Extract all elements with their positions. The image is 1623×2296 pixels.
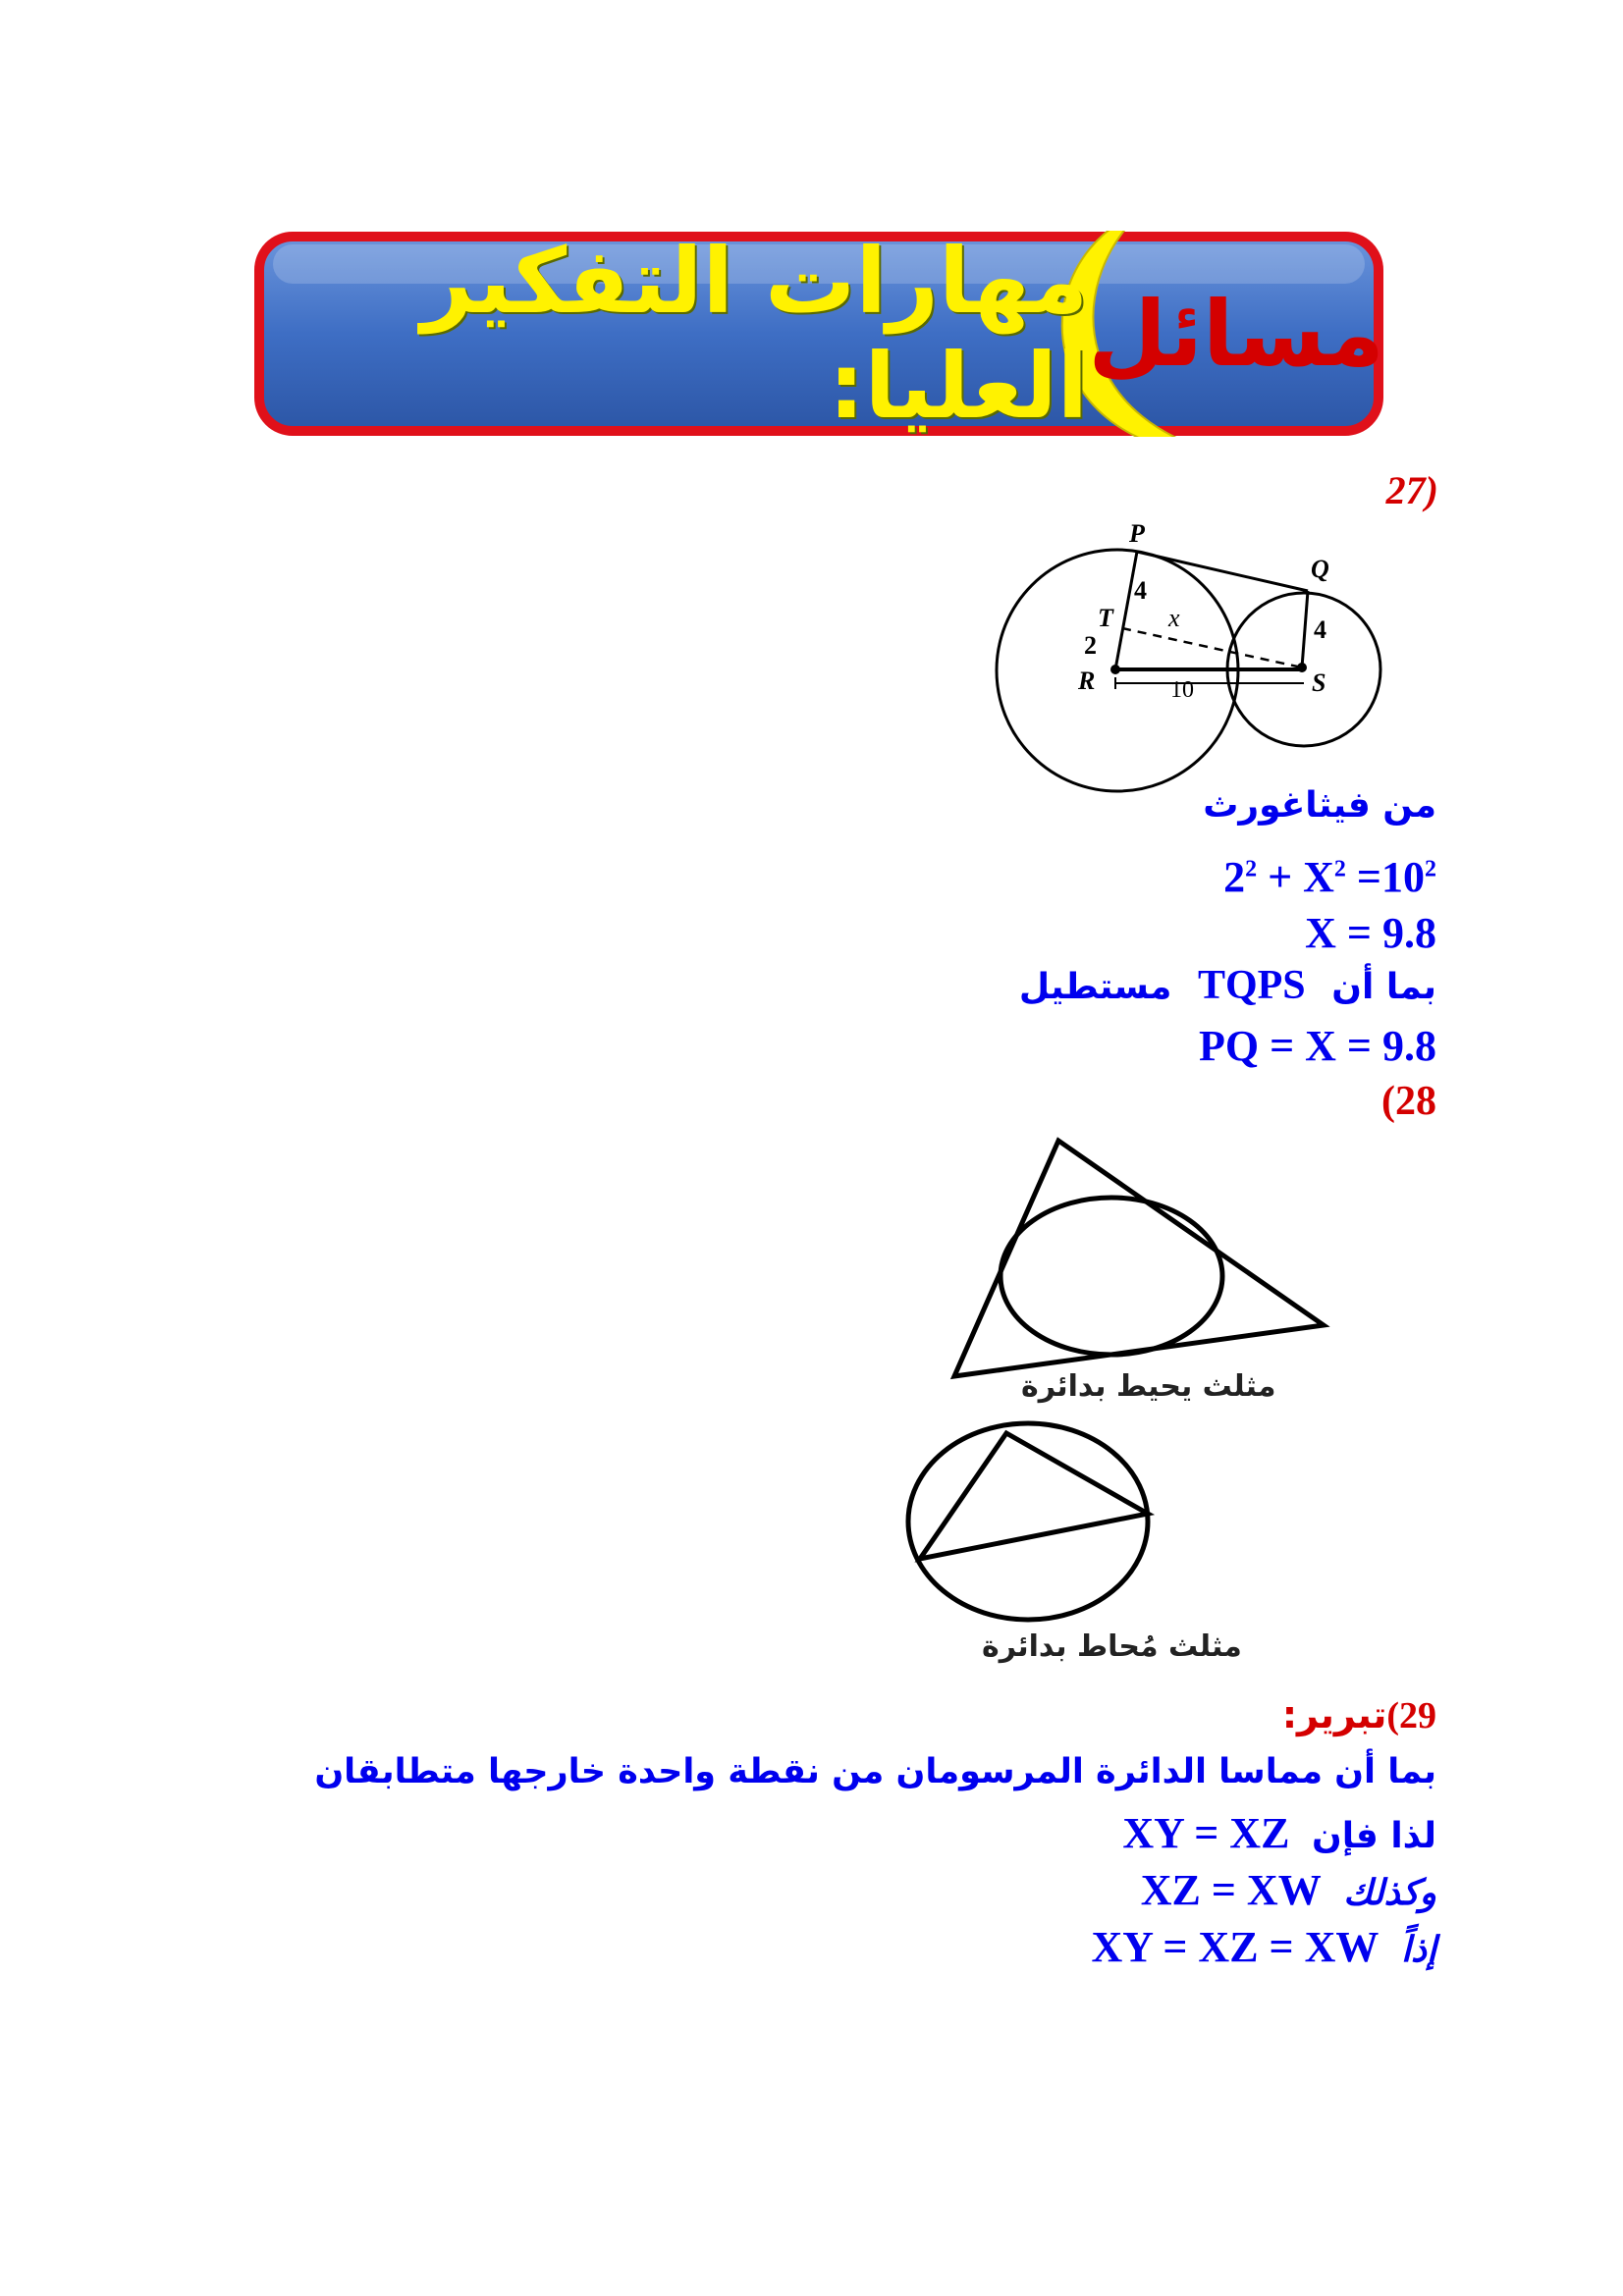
q27-figure — [982, 510, 1404, 795]
q28-number: (28 — [1381, 1079, 1436, 1124]
q28-caption2: مثلث مُحاط بدائرة — [982, 1629, 1242, 1664]
label-ten: 10 — [1170, 677, 1194, 703]
label-p: P — [1129, 519, 1145, 548]
q29-line1: بما أن مماسا الدائرة المرسومان من نقطة واحدة خارجها متطابقان — [314, 1752, 1436, 1791]
label-two: 2 — [1084, 631, 1097, 660]
label-four-left: 4 — [1134, 576, 1147, 605]
label-t: T — [1098, 604, 1113, 632]
q29-line4: إذاً XY = XZ = XW — [1091, 1923, 1436, 1971]
q29-line2: لذا فإن XY = XZ — [1122, 1809, 1436, 1857]
q28-figure-circumcircle — [898, 1414, 1163, 1639]
q29-label: تبرير: — [1281, 1693, 1387, 1736]
q27-line2: $2^2 + X^2 =10^2$ — [1223, 853, 1436, 901]
label-x: x — [1168, 604, 1180, 632]
label-s: S — [1312, 668, 1326, 697]
page-title — [253, 231, 1384, 437]
q29-header — [1282, 1693, 1436, 1737]
q29-line3: وكذلك XZ = XW — [1140, 1866, 1436, 1914]
q29-number: 29) — [1386, 1695, 1436, 1736]
label-r: R — [1078, 667, 1096, 695]
q28-figure-incircle — [943, 1129, 1335, 1394]
q27-line3: X = 9.8 — [1305, 909, 1436, 957]
q27-line1: من فيثاغورث — [1203, 785, 1436, 826]
title-part2: مهارات التفكير العليا: — [420, 229, 1089, 439]
q27-number: (27 — [1385, 468, 1438, 512]
q27-line4: بما أن TQPS مستطيل — [1018, 963, 1436, 1008]
title-banner — [253, 231, 1384, 437]
q28-caption1: مثلث يحيط بدائرة — [1021, 1369, 1276, 1404]
title-part1: مسائل — [1088, 281, 1384, 387]
label-four-right: 4 — [1314, 615, 1326, 644]
label-q: Q — [1311, 555, 1329, 583]
q27-line5: PQ = X = 9.8 — [1198, 1022, 1436, 1070]
